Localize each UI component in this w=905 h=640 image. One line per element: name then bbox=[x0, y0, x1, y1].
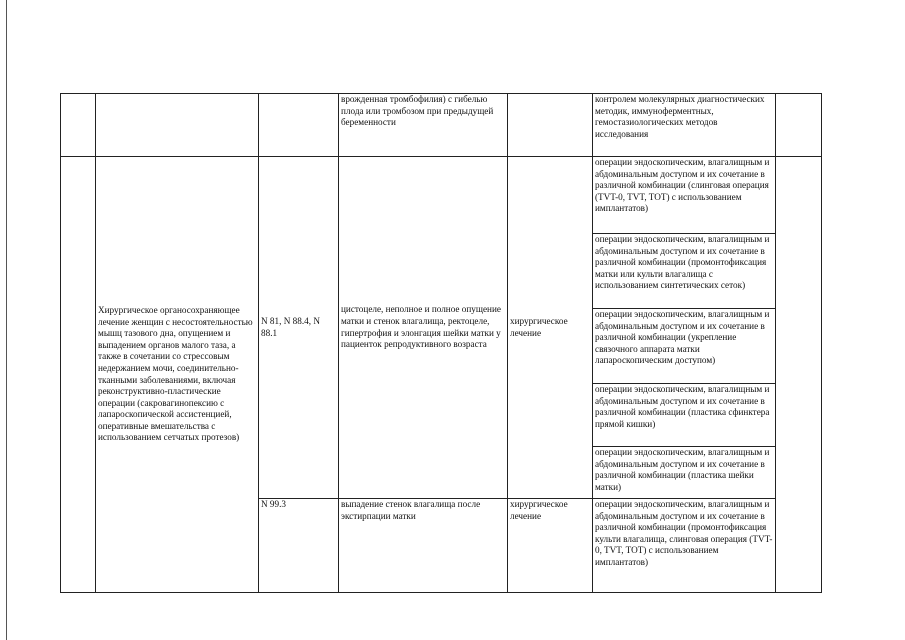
method-cell bbox=[593, 234, 776, 309]
condition-cell bbox=[339, 157, 508, 499]
method-text: операции эндоскопическим, влагалищным и абдоминальным доступом и их сочетание в различной комбинации (пластика сфинктера прямой кишки) bbox=[595, 384, 770, 429]
table-row bbox=[61, 94, 822, 157]
table-row bbox=[61, 157, 822, 234]
method-text: контролем молекулярных диагностических методик, иммуноферментных, гемостазиологических методов исследования bbox=[595, 94, 765, 139]
condition-text: цистоцеле, неполное и полное опущение матки и стенок влагалища, ректоцеле, гипертрофия и элонгация шейки матки у пациенток репродуктивного возраста bbox=[341, 304, 501, 350]
treatment-text: хирургическое лечение bbox=[510, 499, 568, 521]
table-cell-condition bbox=[339, 94, 508, 157]
codes-text: N 99.3 bbox=[261, 499, 287, 509]
table-cell-codes bbox=[259, 94, 339, 157]
method-text: операции эндоскопическим, влагалищным и абдоминальным доступом и их сочетание в различной комбинации (промонтофиксация матки или культи влагалища с использованием синтетических сеток) bbox=[595, 234, 770, 291]
medical-care-table bbox=[60, 93, 822, 593]
method-text: операции эндоскопическим, влагалищным и абдоминальным доступом и их сочетание в различной комбинации (пластика шейки матки) bbox=[595, 447, 770, 492]
codes-text: N 81, N 88.4, N 88.1 bbox=[261, 315, 320, 338]
method-text: операции эндоскопическим, влагалищным и абдоминальным доступом и их сочетание в различной комбинации (укрепление связочного аппарата матки лапароскопическим доступом) bbox=[595, 309, 770, 366]
table-cell-cost bbox=[776, 157, 822, 593]
table-cell-method bbox=[593, 94, 776, 157]
page-edge-line bbox=[6, 0, 7, 640]
treatment-text: хирургическое лечение bbox=[510, 315, 568, 338]
method-cell bbox=[593, 447, 776, 499]
codes-cell bbox=[259, 499, 339, 593]
group-name-text: Хирургическое органосохраняющее лечение женщин с несостоятельностью мышц тазового дна, опущением и выпадением органов малого таза, а также в сочетании со стрессовым недержанием мочи, соединительно-тканными заболеваниями, включая реконструктивно-пластические операции (сакровагинопексию с лапароскопической ассистенцией, оперативные вмешательства с использованием сетчатых протезов) bbox=[98, 304, 253, 443]
group-name-cell bbox=[96, 157, 259, 593]
method-cell bbox=[593, 384, 776, 447]
codes-cell bbox=[259, 157, 339, 499]
method-cell bbox=[593, 499, 776, 593]
condition-text: врожденная тромбофилия) с гибелью плода или тромбозом при предыдущей беременности bbox=[341, 94, 494, 128]
method-cell bbox=[593, 309, 776, 384]
method-cell bbox=[593, 157, 776, 234]
method-text: операции эндоскопическим, влагалищным и абдоминальным доступом и их сочетание в различной комбинации (слинговая операция (TVT-0, TVT, TOT) с использованием имплантатов) bbox=[595, 157, 770, 214]
table-cell-name bbox=[96, 94, 259, 157]
condition-cell bbox=[339, 499, 508, 593]
treatment-cell bbox=[508, 157, 593, 499]
table-cell-treatment bbox=[508, 94, 593, 157]
table-cell-number bbox=[61, 157, 96, 593]
treatment-cell bbox=[508, 499, 593, 593]
table-cell-cost bbox=[776, 94, 822, 157]
table-cell-number bbox=[61, 94, 96, 157]
method-text: операции эндоскопическим, влагалищным и абдоминальным доступом и их сочетание в различной комбинации (промонтофиксация культи влагалища, слинговая операция (TVT-0, TVT, TOT) с использованием имплантатов) bbox=[595, 499, 773, 567]
condition-text: выпадение стенок влагалища после экстирпации матки bbox=[341, 499, 481, 521]
